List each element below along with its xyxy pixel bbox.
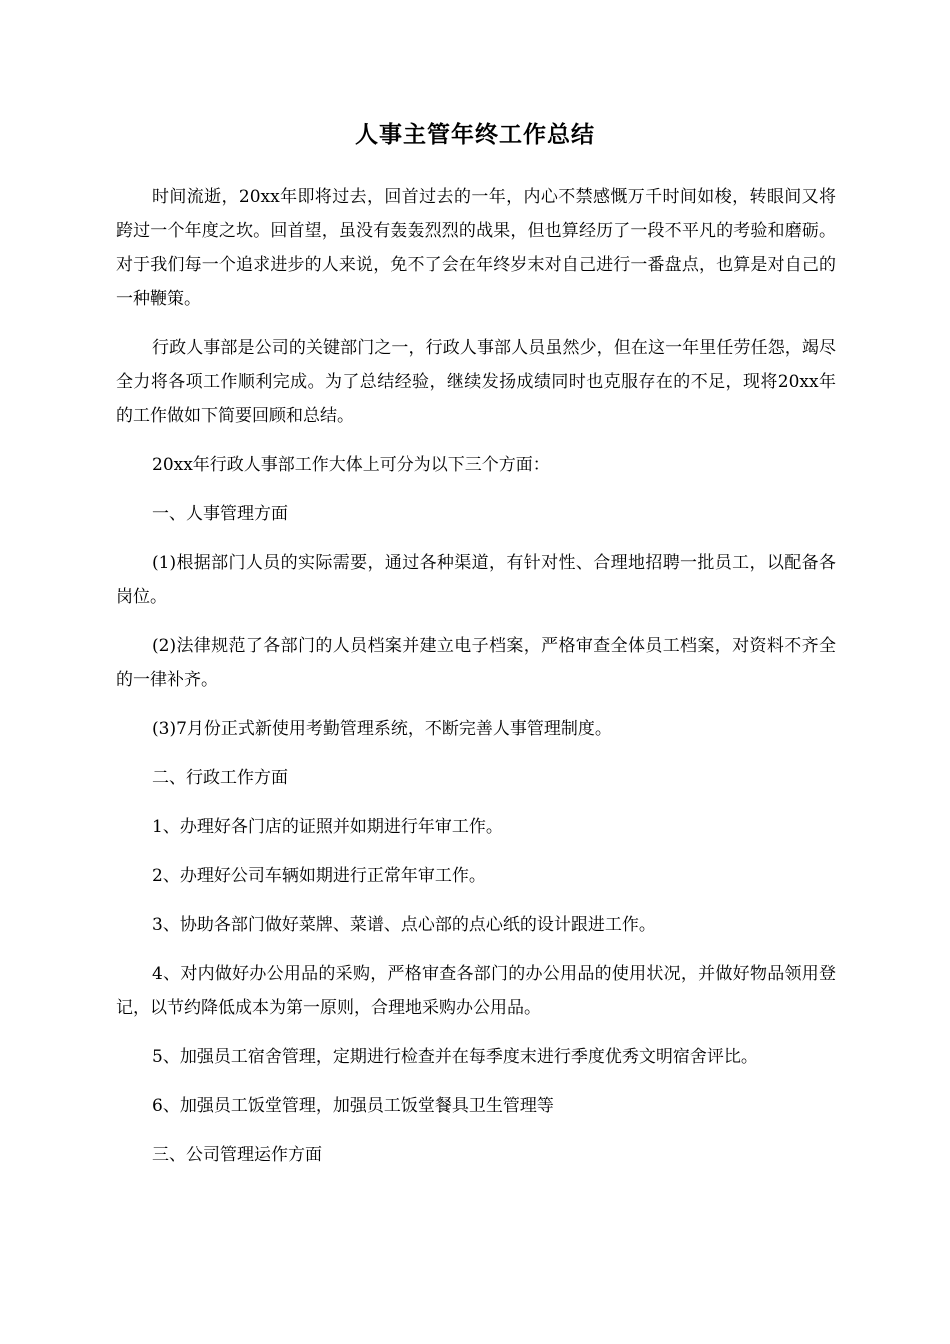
list-item: (2)法律规范了各部门的人员档案并建立电子档案，严格审查全体员工档案，对资料不齐全的一律补齐。 [116, 636, 836, 690]
section-heading-admin: 二、行政工作方面 [152, 768, 288, 788]
section-heading-personnel: 一、人事管理方面 [152, 504, 288, 524]
list-item: 4、对内做好办公用品的采购，严格审查各部门的办公用品的使用状况，并做好物品领用登记，以节约降低成本为第一原则，合理地采购办公用品。 [116, 964, 836, 1018]
paragraph-department: 行政人事部是公司的关键部门之一，行政人事部人员虽然少，但在这一年里任劳任怨，竭尽全力将各项工作顺利完成。为了总结经验，继续发扬成绩同时也克服存在的不足，现将20xx年的工作做如下简要回顾和总结。 [116, 338, 836, 426]
section-heading-operations: 三、公司管理运作方面 [152, 1145, 322, 1165]
list-item: 3、协助各部门做好菜牌、菜谱、点心部的点心纸的设计跟进工作。 [152, 915, 656, 935]
list-item: 2、办理好公司车辆如期进行正常年审工作。 [152, 866, 486, 886]
paragraph-overview: 20xx年行政人事部工作大体上可分为以下三个方面： [152, 455, 550, 475]
document-title: 人事主管年终工作总结 [355, 122, 595, 148]
list-item: (3)7月份正式新使用考勤管理系统，不断完善人事管理制度。 [152, 719, 612, 739]
list-item: 6、加强员工饭堂管理，加强员工饭堂餐具卫生管理等 [152, 1096, 554, 1116]
document-body [116, 180, 836, 1187]
list-item: 5、加强员工宿舍管理，定期进行检查并在每季度末进行季度优秀文明宿舍评比。 [152, 1047, 758, 1067]
paragraph-intro: 时间流逝，20xx年即将过去，回首过去的一年，内心不禁感慨万千时间如梭，转眼间又将跨过一个年度之坎。回首望，虽没有轰轰烈烈的战果，但也算经历了一段不平凡的考验和磨砺。对于我们每一个追求进步的人来说，免不了会在年终岁末对自己进行一番盘点，也算是对自己的一种鞭策。 [116, 187, 836, 309]
list-item: 1、办理好各门店的证照并如期进行年审工作。 [152, 817, 503, 837]
list-item: (1)根据部门人员的实际需要，通过各种渠道，有针对性、合理地招聘一批员工，以配备各岗位。 [116, 553, 836, 607]
